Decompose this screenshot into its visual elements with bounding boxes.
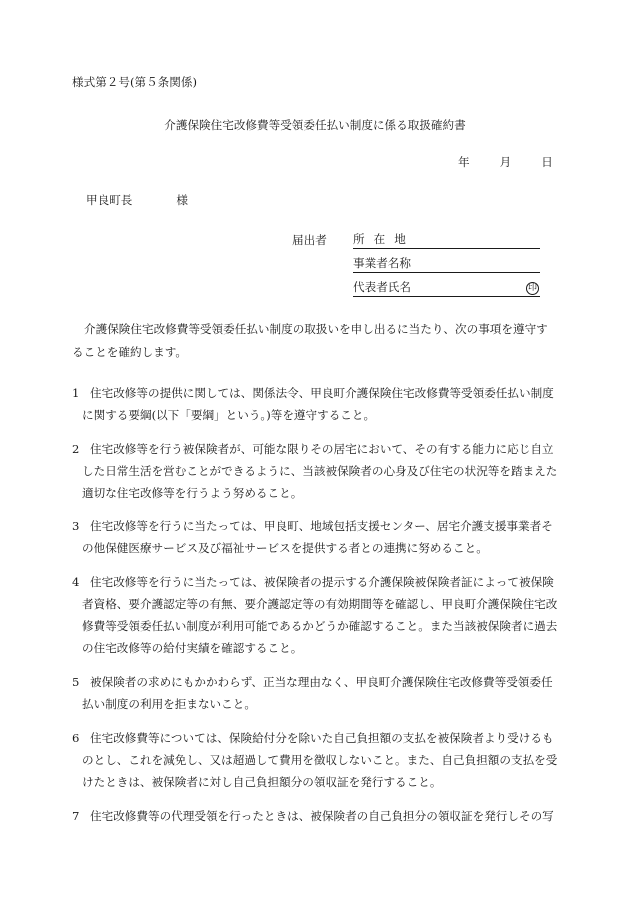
addressee-honorific: 様 <box>176 193 188 207</box>
pledge-item-number: 3 <box>72 519 80 533</box>
pledge-item <box>72 805 558 827</box>
pledge-item <box>72 515 558 559</box>
representative-label: 代表者氏名 <box>353 280 411 295</box>
business-name-label: 事業者名称 <box>353 256 411 271</box>
addressee-name: 甲良町長 <box>86 193 133 207</box>
pledge-item-text: 住宅改修等を行うに当たっては、甲良町、地域包括支援センター、居宅介護支援事業者その他保健医療サービス及び福祉サービスを提供する者との連携に努めること。 <box>82 519 553 555</box>
address-label: 所在地 <box>353 232 415 247</box>
representative-field <box>353 280 540 297</box>
pledge-item <box>72 727 558 793</box>
pledge-item <box>72 438 558 504</box>
notifier-label: 届出者 <box>292 233 327 247</box>
pledge-item <box>72 571 558 659</box>
intro-paragraph: 介護保険住宅改修費等受領委任払い制度の取扱いを申し出るに当たり、次の事項を遵守することを確約します。 <box>72 322 548 359</box>
pledge-item-text: 住宅改修等を行うに当たっては、被保険者の提示する介護保険被保険者証によって被保険者資格、要介護認定等の有無、要介護認定等の有効期間等を確認し、甲良町介護保険住宅改修費等受領委任払い制度が利用可能であるかどうか確認すること。また当該被保険者に過去の住宅改修等の給付実績を確認すること。 <box>82 575 558 655</box>
business-name-field <box>353 256 540 273</box>
pledge-item-number: 2 <box>72 442 80 456</box>
pledge-item-number: 4 <box>72 575 80 589</box>
form-number: 様式第２号(第５条関係) <box>72 75 197 89</box>
pledge-item-number: 6 <box>72 731 80 745</box>
pledge-item-number: 7 <box>72 809 80 823</box>
pledge-item-text: 住宅改修等を行う被保険者が、可能な限りその居宅において、その有する能力に応じ自立した日常生活を営むことができるように、当該被保険者の心身及び住宅の状況等を踏まえた適切な住宅改修等を行うよう努めること。 <box>82 442 558 500</box>
pledge-item-number: 1 <box>72 386 80 400</box>
pledge-item-text: 住宅改修等の提供に関しては、関係法令、甲良町介護保険住宅改修費等受領委任払い制度に関する要綱(以下「要綱」という。)等を遵守すること。 <box>82 386 554 422</box>
date-line <box>458 157 553 169</box>
date-year-label: 年 <box>458 155 470 169</box>
pledge-list <box>72 382 558 827</box>
pledge-item-number: 5 <box>72 675 80 689</box>
pledge-item-text: 住宅改修費等の代理受領を行ったときは、被保険者の自己負担分の領収証を発行しその写 <box>90 809 554 823</box>
date-month-label: 月 <box>499 155 512 169</box>
pledge-item-text: 被保険者の求めにもかかわらず、正当な理由なく、甲良町介護保険住宅改修費等受領委任払い制度の利用を拒まないこと。 <box>82 675 553 711</box>
pledge-item-text: 住宅改修費等については、保険給付分を除いた自己負担額の支払を被保険者より受けるものとし、これを減免し、又は超過して費用を徴収しないこと。また、自己負担額の支払を受けたときは、被保険者に対し自己負担額分の領収証を発行すること。 <box>82 731 558 789</box>
seal-mark: 印 <box>527 283 537 293</box>
pledge-item <box>72 671 558 715</box>
address-field <box>353 232 540 249</box>
document-title: 介護保険住宅改修費等受領委任払い制度に係る取扱確約書 <box>164 118 466 132</box>
addressee <box>86 195 188 207</box>
date-day-label: 日 <box>541 155 553 169</box>
pledge-item <box>72 382 558 426</box>
